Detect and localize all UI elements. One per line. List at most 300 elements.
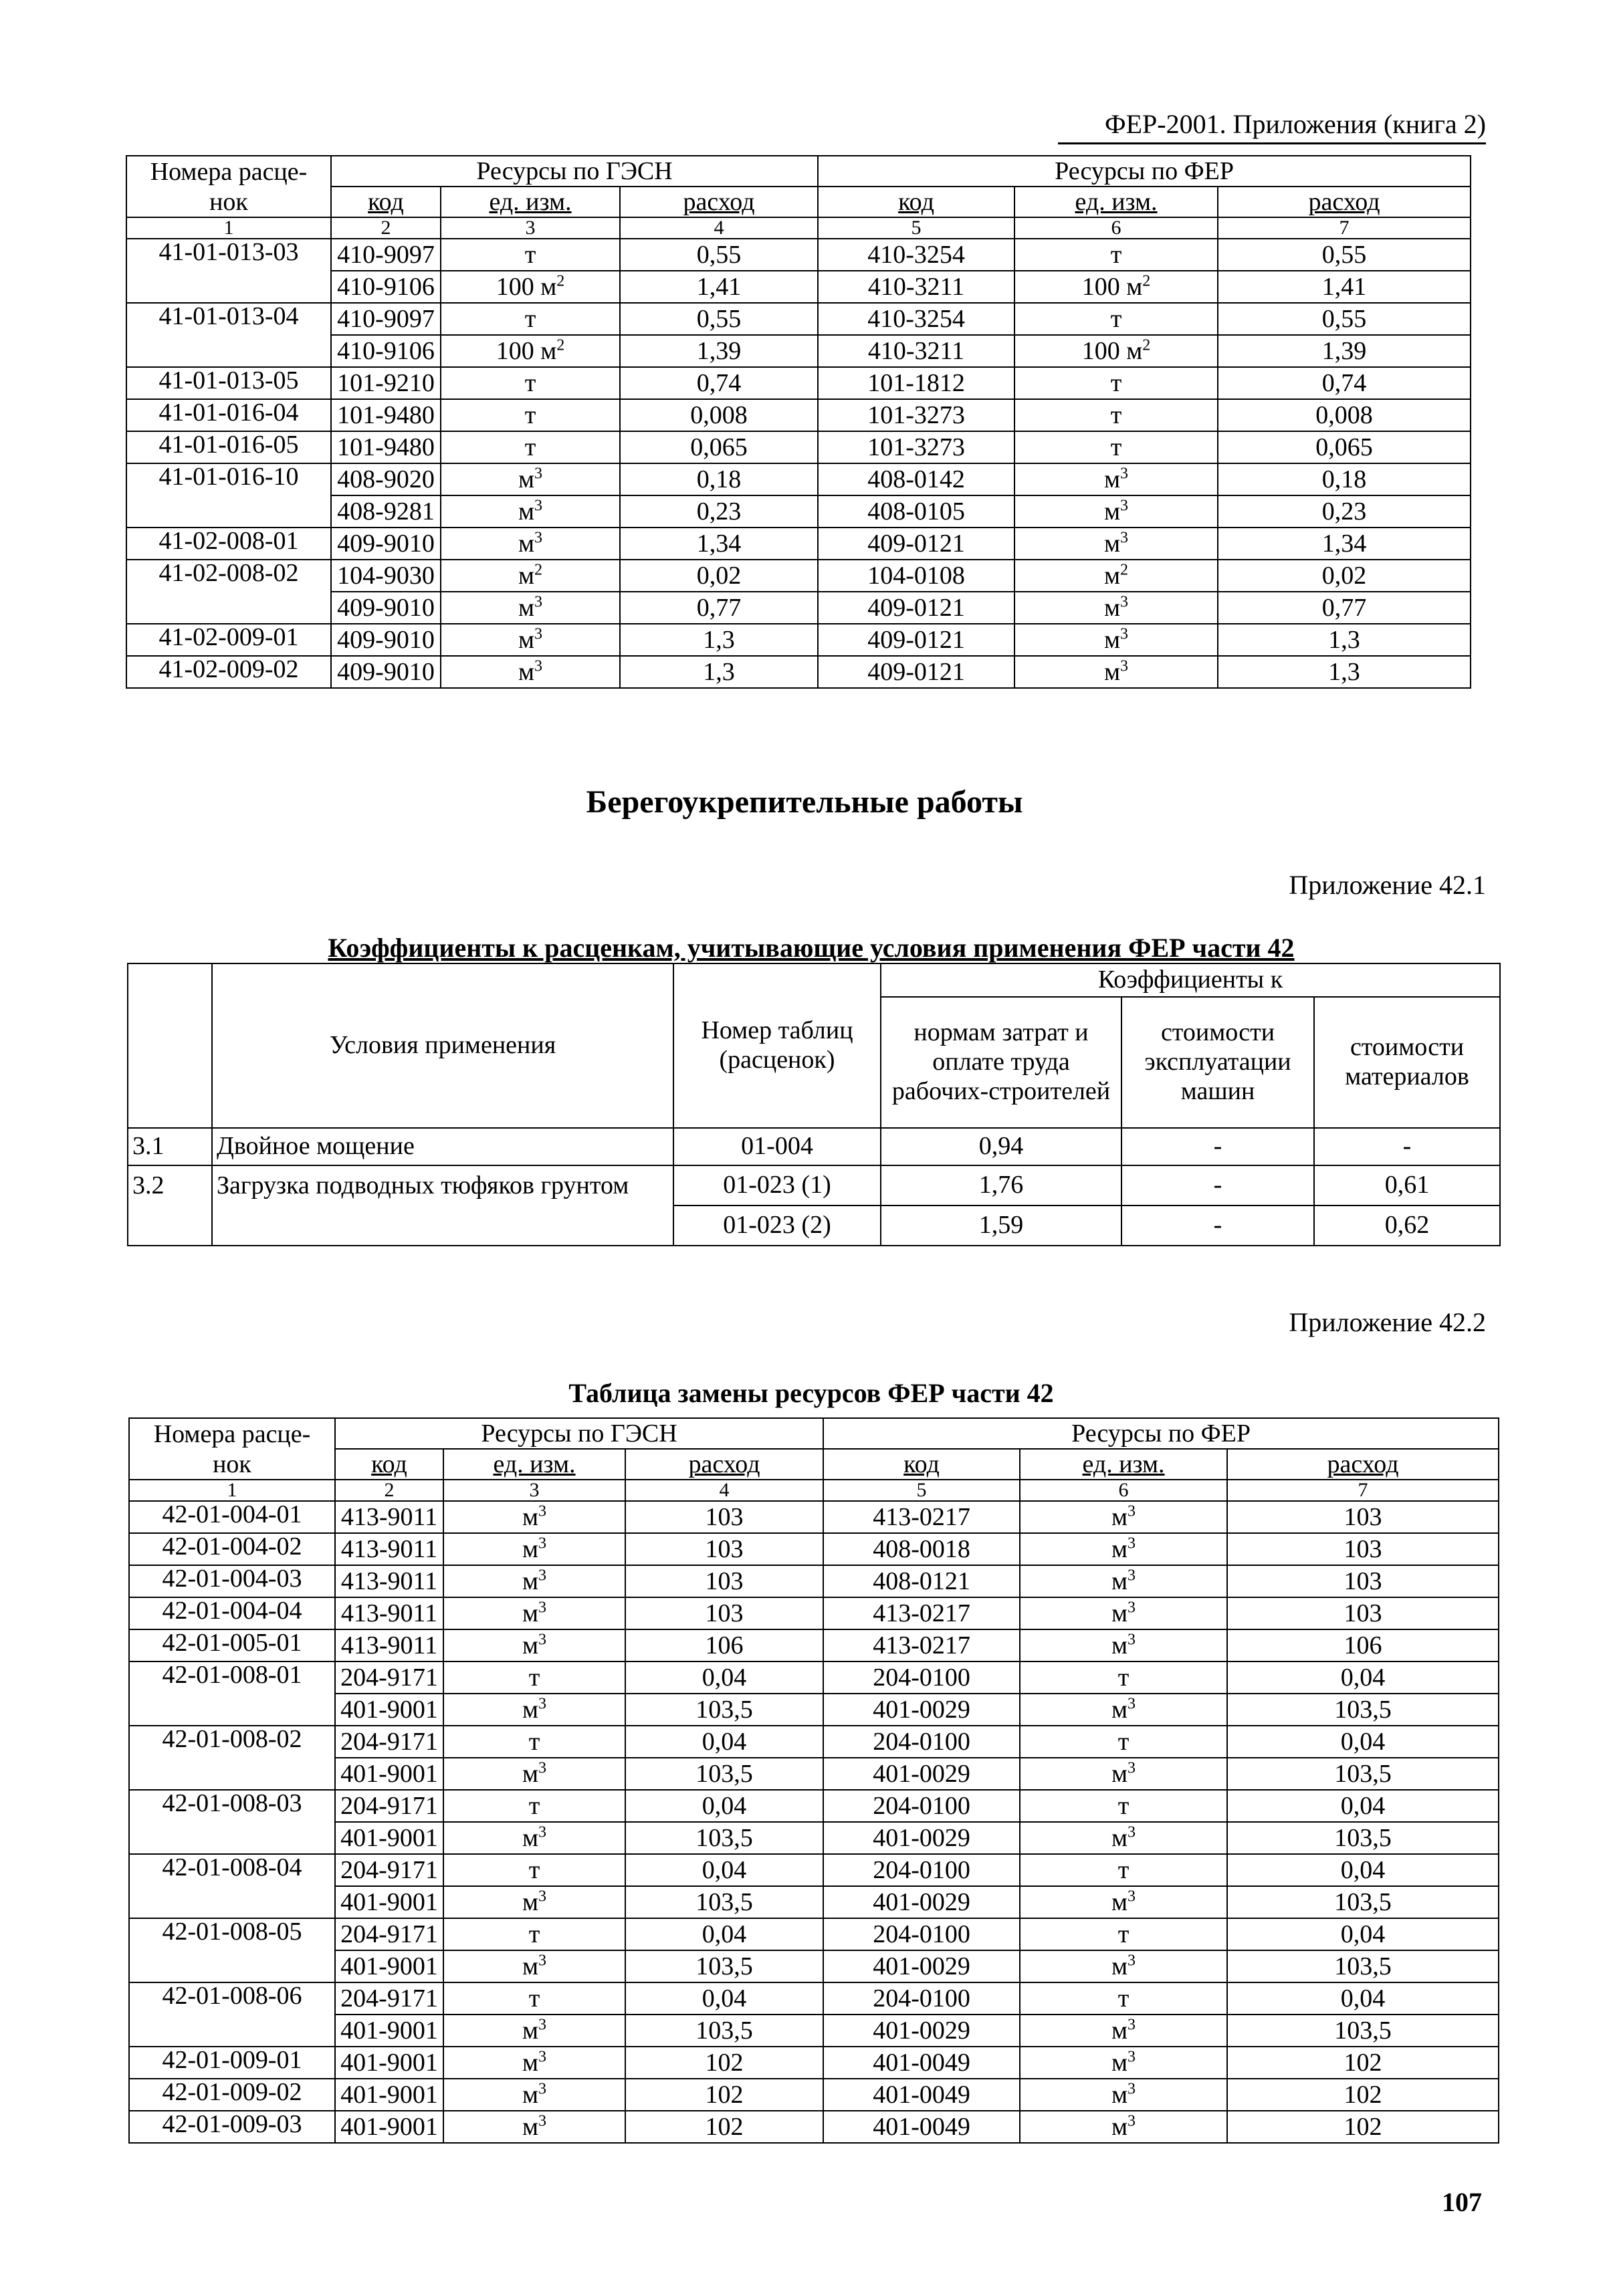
column-number: 5 (818, 217, 1014, 239)
fer-rate: 1,3 (1218, 624, 1471, 656)
fer-code: 410-3211 (818, 335, 1014, 367)
gesn-code: 401-9001 (335, 2111, 443, 2143)
fer-unit: 100 $м^2$ (1014, 335, 1218, 367)
row-number: 3.1 (128, 1128, 212, 1165)
fer-unit: т (1020, 1661, 1227, 1694)
fer-rate: 102 (1227, 2111, 1499, 2143)
fer-unit: $м^3$ (1020, 1822, 1227, 1854)
column-number: 4 (625, 1480, 823, 1501)
header-materials: стоимости материалов (1314, 997, 1500, 1128)
gesn-unit: т (441, 399, 620, 431)
norm-number: 42-01-004-04 (129, 1597, 335, 1629)
fer-code: 409-0121 (818, 624, 1014, 656)
fer-rate: 0,04 (1227, 1661, 1499, 1694)
fer-rate: 103 (1227, 1597, 1499, 1629)
gesn-unit: $м^3$ (441, 624, 620, 656)
fer-unit: 100 $м^2$ (1014, 271, 1218, 303)
header-code: код (818, 187, 1014, 217)
gesn-code: 413-9011 (335, 1565, 443, 1597)
norm-number: 42-01-004-02 (129, 1533, 335, 1565)
gesn-code: 401-9001 (335, 1950, 443, 1982)
gesn-rate: 0,23 (620, 495, 818, 528)
header-rate: расход (625, 1449, 823, 1480)
column-number: 2 (335, 1480, 443, 1501)
gesn-rate: 1,34 (620, 528, 818, 560)
gesn-unit: $м^3$ (441, 528, 620, 560)
fer-rate: 106 (1227, 1629, 1499, 1661)
gesn-code: 101-9210 (331, 367, 441, 399)
table-row (129, 1694, 1499, 1726)
gesn-unit: т (441, 303, 620, 335)
gesn-unit: $м^3$ (443, 2015, 625, 2047)
machines-coefficient: - (1121, 1128, 1314, 1165)
table-row (129, 1822, 1499, 1854)
fer-code: 408-0142 (818, 463, 1014, 495)
gesn-unit: $м^3$ (443, 1597, 625, 1629)
fer-unit: $м^3$ (1020, 1565, 1227, 1597)
norm-number: 42-01-008-02 (129, 1726, 335, 1790)
fer-rate: 0,23 (1218, 495, 1471, 528)
gesn-unit: 100 $м^2$ (441, 335, 620, 367)
gesn-rate: 1,39 (620, 335, 818, 367)
gesn-unit: $м^3$ (443, 1950, 625, 1982)
gesn-rate: 0,55 (620, 303, 818, 335)
gesn-unit: $м^3$ (441, 463, 620, 495)
table-row (126, 399, 1471, 431)
table-row (129, 1982, 1499, 2015)
gesn-unit: $м^3$ (443, 1886, 625, 1918)
gesn-unit: $м^3$ (443, 1758, 625, 1790)
fer-unit: $м^3$ (1020, 2047, 1227, 2079)
fer-rate: 0,77 (1218, 592, 1471, 624)
appendix-42-2-label: Приложение 42.2 (1289, 1307, 1486, 1337)
norm-number: 41-01-013-03 (126, 239, 331, 303)
fer-rate: 103,5 (1227, 1694, 1499, 1726)
materials-coefficient: 0,62 (1314, 1206, 1500, 1246)
table-row (126, 239, 1471, 271)
fer-code: 409-0121 (818, 592, 1014, 624)
table-row (129, 1758, 1499, 1790)
fer-unit: $м^3$ (1020, 2079, 1227, 2111)
table3-body (129, 1501, 1499, 2143)
gesn-code: 204-9171 (335, 1918, 443, 1950)
column-number: 2 (331, 217, 441, 239)
fer-rate: 1,39 (1218, 335, 1471, 367)
fer-rate: 103 (1227, 1533, 1499, 1565)
table-row (129, 1501, 1499, 1533)
fer-code: 401-0049 (823, 2111, 1020, 2143)
gesn-rate: 0,04 (625, 1918, 823, 1950)
fer-rate: 0,55 (1218, 303, 1471, 335)
fer-code: 204-0100 (823, 1918, 1020, 1950)
gesn-rate: 0,065 (620, 431, 818, 463)
header-table-numbers: Номер таблиц (расценок) (673, 963, 881, 1128)
gesn-code: 409-9010 (331, 592, 441, 624)
gesn-code: 408-9281 (331, 495, 441, 528)
gesn-code: 401-9001 (335, 1822, 443, 1854)
gesn-rate: 103 (625, 1597, 823, 1629)
fer-rate: 0,04 (1227, 1726, 1499, 1758)
table-row (129, 1661, 1499, 1694)
gesn-rate: 102 (625, 2079, 823, 2111)
fer-code: 104-0108 (818, 560, 1014, 592)
gesn-unit: т (443, 1661, 625, 1694)
header-norm-numbers-2: нок (126, 187, 331, 217)
norm-number: 41-02-009-01 (126, 624, 331, 656)
header-code: код (331, 187, 441, 217)
table1-header (126, 156, 1471, 239)
fer-rate: 103,5 (1227, 2015, 1499, 2047)
fer-unit: т (1020, 1918, 1227, 1950)
header-unit: ед. изм. (1020, 1449, 1227, 1480)
header-unit: ед. изм. (441, 187, 620, 217)
gesn-rate: 0,77 (620, 592, 818, 624)
gesn-rate: 106 (625, 1629, 823, 1661)
gesn-rate: 102 (625, 2111, 823, 2143)
machines-coefficient: - (1121, 1165, 1314, 1206)
fer-code: 401-0029 (823, 1758, 1020, 1790)
table-row (126, 463, 1471, 495)
table-row (129, 1950, 1499, 1982)
header-fer: Ресурсы по ФЕР (823, 1418, 1499, 1449)
header-row-number (128, 963, 212, 1128)
fer-rate: 0,02 (1218, 560, 1471, 592)
gesn-code: 204-9171 (335, 1661, 443, 1694)
table-number: 01-023 (1) (673, 1165, 881, 1206)
norm-number: 42-01-009-02 (129, 2079, 335, 2111)
gesn-rate: 0,04 (625, 1726, 823, 1758)
gesn-code: 410-9106 (331, 271, 441, 303)
gesn-rate: 103,5 (625, 1950, 823, 1982)
header-machines: стоимости эксплуатации машин (1121, 997, 1314, 1128)
header-rate: расход (1227, 1449, 1499, 1480)
gesn-code: 204-9171 (335, 1854, 443, 1886)
fer-unit: $м^3$ (1020, 2111, 1227, 2143)
fer-code: 409-0121 (818, 656, 1014, 688)
norm-number: 41-02-008-01 (126, 528, 331, 560)
fer-code: 413-0217 (823, 1597, 1020, 1629)
gesn-code: 401-9001 (335, 2015, 443, 2047)
table-row (129, 1854, 1499, 1886)
gesn-code: 204-9171 (335, 1790, 443, 1822)
norm-number: 41-01-016-05 (126, 431, 331, 463)
fer-rate: 103,5 (1227, 1758, 1499, 1790)
header-norm-numbers-1: Номера расце- (129, 1418, 335, 1449)
norm-number: 42-01-008-01 (129, 1661, 335, 1726)
norm-number: 42-01-008-04 (129, 1854, 335, 1918)
gesn-unit: $м^3$ (443, 1694, 625, 1726)
gesn-rate: 103,5 (625, 1886, 823, 1918)
fer-code: 101-3273 (818, 399, 1014, 431)
labor-coefficient: 1,76 (881, 1165, 1121, 1206)
fer-rate: 0,55 (1218, 239, 1471, 271)
fer-code: 413-0217 (823, 1501, 1020, 1533)
gesn-rate: 103 (625, 1533, 823, 1565)
gesn-code: 413-9011 (335, 1533, 443, 1565)
fer-rate: 1,34 (1218, 528, 1471, 560)
table-row (129, 1790, 1499, 1822)
column-number: 7 (1218, 217, 1471, 239)
fer-rate: 0,008 (1218, 399, 1471, 431)
norm-number: 42-01-004-03 (129, 1565, 335, 1597)
gesn-code: 401-9001 (335, 1886, 443, 1918)
gesn-rate: 0,74 (620, 367, 818, 399)
column-number: 5 (823, 1480, 1020, 1501)
gesn-code: 204-9171 (335, 1982, 443, 2015)
column-number: 3 (441, 217, 620, 239)
fer-code: 204-0100 (823, 1982, 1020, 2015)
machines-coefficient: - (1121, 1206, 1314, 1246)
fer-code: 401-0049 (823, 2079, 1020, 2111)
gesn-rate: 103 (625, 1565, 823, 1597)
fer-rate: 102 (1227, 2047, 1499, 2079)
fer-code: 101-3273 (818, 431, 1014, 463)
fer-unit: $м^3$ (1014, 495, 1218, 528)
fer-rate: 103,5 (1227, 1822, 1499, 1854)
header-norm-numbers-1: Номера расце- (126, 156, 331, 187)
fer-code: 401-0029 (823, 1822, 1020, 1854)
fer-unit: $м^3$ (1020, 1629, 1227, 1661)
header-code: код (335, 1449, 443, 1480)
fer-code: 204-0100 (823, 1661, 1020, 1694)
fer-unit: $м^3$ (1014, 656, 1218, 688)
fer-code: 204-0100 (823, 1790, 1020, 1822)
fer-unit: $м^3$ (1014, 463, 1218, 495)
gesn-unit: $м^2$ (441, 560, 620, 592)
row-number: 3.2 (128, 1165, 212, 1246)
column-number: 7 (1227, 1480, 1499, 1501)
column-number: 1 (129, 1480, 335, 1501)
gesn-unit: т (443, 1918, 625, 1950)
norm-number: 41-01-016-10 (126, 463, 331, 528)
gesn-unit: $м^3$ (441, 656, 620, 688)
fer-unit: $м^3$ (1020, 1758, 1227, 1790)
gesn-unit: $м^3$ (443, 1629, 625, 1661)
norm-number: 41-01-013-04 (126, 303, 331, 367)
fer-unit: $м^3$ (1020, 1886, 1227, 1918)
fer-unit: $м^3$ (1020, 1597, 1227, 1629)
gesn-code: 204-9171 (335, 1726, 443, 1758)
fer-unit: $м^3$ (1014, 624, 1218, 656)
header-code: код (823, 1449, 1020, 1480)
fer-unit: т (1020, 1790, 1227, 1822)
table1-body (126, 239, 1471, 688)
materials-coefficient: 0,61 (1314, 1165, 1500, 1206)
gesn-unit: $м^3$ (443, 1565, 625, 1597)
table-row (126, 303, 1471, 335)
gesn-unit: т (443, 1854, 625, 1886)
norm-number: 41-02-008-02 (126, 560, 331, 624)
gesn-rate: 0,04 (625, 1982, 823, 2015)
fer-rate: 103,5 (1227, 1886, 1499, 1918)
gesn-rate: 0,04 (625, 1854, 823, 1886)
running-header: ФЕР-2001. Приложения (книга 2) (1058, 108, 1486, 144)
header-unit: ед. изм. (443, 1449, 625, 1480)
header-gesn: Ресурсы по ГЭСН (331, 156, 818, 187)
condition-text: Двойное мощение (212, 1128, 673, 1165)
norm-number: 42-01-004-01 (129, 1501, 335, 1533)
fer-unit: т (1014, 367, 1218, 399)
gesn-code: 409-9010 (331, 624, 441, 656)
gesn-rate: 0,008 (620, 399, 818, 431)
gesn-rate: 0,04 (625, 1661, 823, 1694)
gesn-code: 401-9001 (335, 1758, 443, 1790)
table-row (129, 1533, 1499, 1565)
fer-code: 408-0121 (823, 1565, 1020, 1597)
gesn-rate: 1,3 (620, 624, 818, 656)
fer-code: 410-3254 (818, 239, 1014, 271)
table-number: 01-023 (2) (673, 1206, 881, 1246)
fer-unit: $м^3$ (1014, 528, 1218, 560)
gesn-rate: 0,55 (620, 239, 818, 271)
coefficients-caption: Коэффициенты к расценкам, учитывающие условия применения ФЕР части 42 (328, 933, 1295, 963)
gesn-rate: 0,18 (620, 463, 818, 495)
table-number: 01-004 (673, 1128, 881, 1165)
resource-table-42 (128, 1417, 1499, 2144)
table-row (129, 1726, 1499, 1758)
fer-rate: 1,3 (1218, 656, 1471, 688)
table-row (129, 1629, 1499, 1661)
fer-rate: 0,18 (1218, 463, 1471, 495)
gesn-code: 413-9011 (335, 1597, 443, 1629)
table-row (129, 2047, 1499, 2079)
fer-rate: 0,74 (1218, 367, 1471, 399)
gesn-rate: 103,5 (625, 1694, 823, 1726)
gesn-code: 413-9011 (335, 1501, 443, 1533)
resource-table-41 (126, 155, 1471, 689)
norm-number: 42-01-008-06 (129, 1982, 335, 2047)
norm-number: 41-02-009-02 (126, 656, 331, 688)
table-row (129, 2079, 1499, 2111)
fer-code: 409-0121 (818, 528, 1014, 560)
fer-code: 101-1812 (818, 367, 1014, 399)
table-row (126, 624, 1471, 656)
gesn-unit: $м^3$ (443, 1822, 625, 1854)
gesn-code: 401-9001 (335, 2079, 443, 2111)
gesn-code: 101-9480 (331, 399, 441, 431)
gesn-rate: 0,04 (625, 1790, 823, 1822)
table-row (126, 560, 1471, 592)
gesn-rate: 1,41 (620, 271, 818, 303)
fer-code: 410-3211 (818, 271, 1014, 303)
gesn-code: 408-9020 (331, 463, 441, 495)
table-row (126, 528, 1471, 560)
table-row (126, 367, 1471, 399)
page-number: 107 (1442, 2187, 1482, 2217)
norm-number: 42-01-009-03 (129, 2111, 335, 2143)
fer-rate: 103 (1227, 1565, 1499, 1597)
fer-rate: 103 (1227, 1501, 1499, 1533)
gesn-code: 413-9011 (335, 1629, 443, 1661)
gesn-rate: 103,5 (625, 2015, 823, 2047)
column-number: 1 (126, 217, 331, 239)
labor-coefficient: 0,94 (881, 1128, 1121, 1165)
fer-rate: 0,04 (1227, 1854, 1499, 1886)
table-row (129, 1565, 1499, 1597)
gesn-unit: т (443, 1982, 625, 2015)
norm-number: 41-01-016-04 (126, 399, 331, 431)
norm-number: 42-01-009-01 (129, 2047, 335, 2079)
header-gesn: Ресурсы по ГЭСН (335, 1418, 823, 1449)
gesn-code: 410-9106 (331, 335, 441, 367)
gesn-code: 409-9010 (331, 656, 441, 688)
fer-rate: 0,04 (1227, 1918, 1499, 1950)
table-row (129, 1918, 1499, 1950)
gesn-unit: т (443, 1790, 625, 1822)
fer-rate: 1,41 (1218, 271, 1471, 303)
gesn-code: 104-9030 (331, 560, 441, 592)
fer-rate: 102 (1227, 2079, 1499, 2111)
condition-text: Загрузка подводных тюфяков грунтом (212, 1165, 673, 1246)
gesn-rate: 103 (625, 1501, 823, 1533)
table-row (126, 431, 1471, 463)
fer-unit: $м^3$ (1014, 592, 1218, 624)
fer-code: 204-0100 (823, 1726, 1020, 1758)
fer-code: 401-0029 (823, 2015, 1020, 2047)
gesn-unit: т (443, 1726, 625, 1758)
gesn-rate: 102 (625, 2047, 823, 2079)
fer-code: 401-0029 (823, 1950, 1020, 1982)
gesn-code: 410-9097 (331, 303, 441, 335)
fer-unit: $м^3$ (1020, 1533, 1227, 1565)
header-norm-numbers-2: нок (129, 1449, 335, 1480)
gesn-rate: 103,5 (625, 1822, 823, 1854)
header-labor: нормам затрат и оплате труда рабочих-строителей (881, 997, 1121, 1128)
replacement-table-caption: Таблица замены ресурсов ФЕР части 42 (568, 1378, 1054, 1408)
header-unit: ед. изм. (1014, 187, 1218, 217)
coefficients-table (127, 963, 1501, 1246)
fer-unit: т (1014, 239, 1218, 271)
column-number: 6 (1014, 217, 1218, 239)
gesn-unit: $м^3$ (441, 592, 620, 624)
header-rate: расход (620, 187, 818, 217)
fer-rate: 0,065 (1218, 431, 1471, 463)
header-conditions: Условия применения (212, 963, 673, 1128)
gesn-rate: 1,3 (620, 656, 818, 688)
fer-unit: т (1014, 303, 1218, 335)
fer-code: 408-0105 (818, 495, 1014, 528)
fer-code: 401-0049 (823, 2047, 1020, 2079)
fer-rate: 103,5 (1227, 1950, 1499, 1982)
fer-code: 410-3254 (818, 303, 1014, 335)
gesn-rate: 103,5 (625, 1758, 823, 1790)
gesn-code: 401-9001 (335, 2047, 443, 2079)
column-number: 3 (443, 1480, 625, 1501)
fer-code: 401-0029 (823, 1694, 1020, 1726)
fer-unit: $м^3$ (1020, 1501, 1227, 1533)
gesn-unit: $м^3$ (443, 1501, 625, 1533)
header-fer: Ресурсы по ФЕР (818, 156, 1471, 187)
column-number: 4 (620, 217, 818, 239)
table-row (129, 2111, 1499, 2143)
fer-unit: т (1014, 399, 1218, 431)
fer-unit: т (1014, 431, 1218, 463)
fer-unit: т (1020, 1982, 1227, 2015)
appendix-42-1-label: Приложение 42.1 (1289, 870, 1486, 900)
gesn-unit: $м^3$ (443, 2111, 625, 2143)
gesn-unit: 100 $м^2$ (441, 271, 620, 303)
fer-unit: $м^3$ (1020, 1950, 1227, 1982)
fer-code: 204-0100 (823, 1854, 1020, 1886)
gesn-unit: $м^3$ (441, 495, 620, 528)
fer-unit: $м^2$ (1014, 560, 1218, 592)
header-coefficients: Коэффициенты к (881, 963, 1500, 997)
labor-coefficient: 1,59 (881, 1206, 1121, 1246)
gesn-unit: $м^3$ (443, 2079, 625, 2111)
gesn-code: 410-9097 (331, 239, 441, 271)
fer-code: 401-0029 (823, 1886, 1020, 1918)
gesn-code: 101-9480 (331, 431, 441, 463)
